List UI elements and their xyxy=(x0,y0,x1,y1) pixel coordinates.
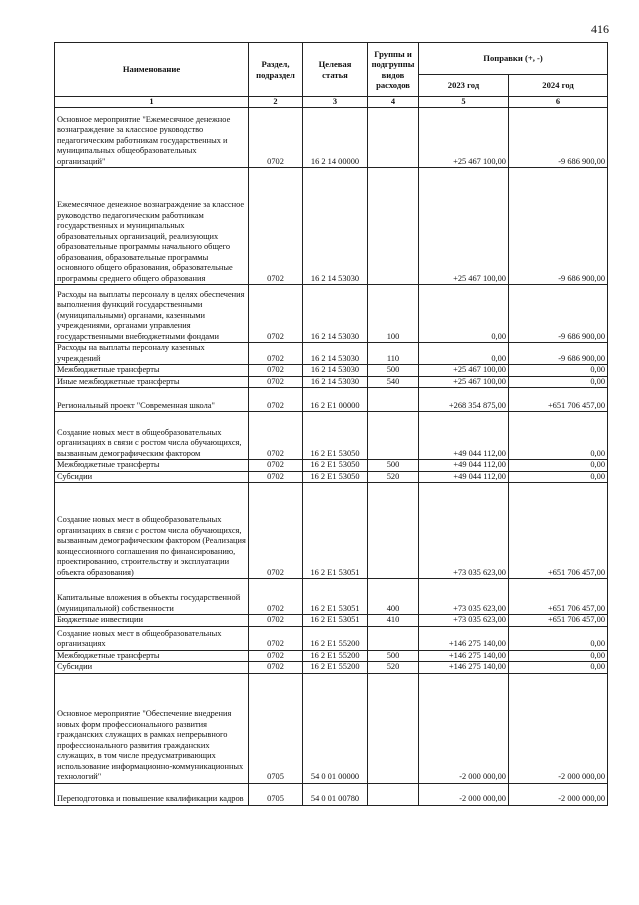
row-name: Межбюджетные трансферты xyxy=(55,460,249,472)
row-section: 0702 xyxy=(249,483,303,579)
row-group xyxy=(368,626,419,650)
row-group: 540 xyxy=(368,376,419,388)
row-amount-2023: +73 035 623,00 xyxy=(419,483,509,579)
row-section: 0702 xyxy=(249,343,303,365)
row-name: Региональный проект "Современная школа" xyxy=(55,388,249,412)
row-target: 16 2 E1 55200 xyxy=(303,650,368,662)
row-group xyxy=(368,168,419,285)
row-section: 0705 xyxy=(249,783,303,805)
row-name: Расходы на выплаты персоналу казенных учреждений xyxy=(55,343,249,365)
row-amount-2023: 0,00 xyxy=(419,285,509,343)
row-section: 0702 xyxy=(249,615,303,627)
row-amount-2023: +25 467 100,00 xyxy=(419,168,509,285)
row-name: Создание новых мест в общеобразовательных организациях в связи с ростом числа обучающихся, вызванным демографическим фактором xyxy=(55,412,249,460)
row-section: 0702 xyxy=(249,285,303,343)
row-amount-2023: +268 354 875,00 xyxy=(419,388,509,412)
page-number: 416 xyxy=(591,22,609,36)
table-row xyxy=(55,388,608,412)
row-target: 16 2 E1 53051 xyxy=(303,579,368,615)
row-section: 0702 xyxy=(249,108,303,168)
row-section: 0702 xyxy=(249,412,303,460)
row-amount-2024: 0,00 xyxy=(509,650,608,662)
row-section: 0702 xyxy=(249,579,303,615)
row-amount-2024: -9 686 900,00 xyxy=(509,108,608,168)
row-group: 520 xyxy=(368,662,419,674)
row-amount-2024: 0,00 xyxy=(509,471,608,483)
row-name: Расходы на выплаты персоналу в целях обеспечения выполнения функций государственными (муниципальными) органами, казенными учреждениями, органами управления государственными внебюджетными фондами xyxy=(55,285,249,343)
table-row xyxy=(55,650,608,662)
header-target: Целевая статья xyxy=(303,43,368,97)
row-target: 54 0 01 00780 xyxy=(303,783,368,805)
row-group xyxy=(368,483,419,579)
row-amount-2023: +146 275 140,00 xyxy=(419,662,509,674)
table-row xyxy=(55,343,608,365)
row-name: Межбюджетные трансферты xyxy=(55,650,249,662)
row-group: 500 xyxy=(368,460,419,472)
row-amount-2024: 0,00 xyxy=(509,626,608,650)
row-section: 0702 xyxy=(249,168,303,285)
row-target: 16 2 E1 53050 xyxy=(303,471,368,483)
row-name: Основное мероприятие "Ежемесячное денежное вознаграждение за классное руководство педагогическим работникам государственных и муниципальных общеобразовательных организаций" xyxy=(55,108,249,168)
row-amount-2024: 0,00 xyxy=(509,460,608,472)
row-amount-2024: 0,00 xyxy=(509,365,608,377)
row-group: 100 xyxy=(368,285,419,343)
row-target: 16 2 E1 55200 xyxy=(303,626,368,650)
header-year-2023: 2023 год xyxy=(419,75,509,97)
row-group xyxy=(368,673,419,783)
column-number: 1 xyxy=(55,97,249,108)
row-group: 110 xyxy=(368,343,419,365)
row-target: 16 2 14 53030 xyxy=(303,376,368,388)
row-amount-2024: +651 706 457,00 xyxy=(509,388,608,412)
row-group: 400 xyxy=(368,579,419,615)
table-row xyxy=(55,783,608,805)
row-target: 16 2 E1 55200 xyxy=(303,662,368,674)
row-group: 410 xyxy=(368,615,419,627)
row-target: 54 0 01 00000 xyxy=(303,673,368,783)
row-amount-2024: 0,00 xyxy=(509,412,608,460)
column-number: 4 xyxy=(368,97,419,108)
row-name: Межбюджетные трансферты xyxy=(55,365,249,377)
row-name: Бюджетные инвестиции xyxy=(55,615,249,627)
header-year-2024: 2024 год xyxy=(509,75,608,97)
row-amount-2023: +25 467 100,00 xyxy=(419,108,509,168)
row-section: 0702 xyxy=(249,376,303,388)
table-row xyxy=(55,626,608,650)
row-section: 0705 xyxy=(249,673,303,783)
row-name: Ежемесячное денежное вознаграждение за классное руководство педагогическим работникам государственных и муниципальных образовательных организаций, реализующих образовательные программы начального общего образования, образовательные программы основного общего образования, образовательные программы среднего общего образования xyxy=(55,168,249,285)
row-name: Основное мероприятие "Обеспечение внедрения новых форм профессионального развития гражданских служащих в рамках непрерывного профессионального развития гражданских служащих, в том числе предусматривающих использование информационно-коммуникационных технологий" xyxy=(55,673,249,783)
row-amount-2024: 0,00 xyxy=(509,662,608,674)
row-name: Субсидии xyxy=(55,662,249,674)
row-amount-2023: +25 467 100,00 xyxy=(419,365,509,377)
row-target: 16 2 14 53030 xyxy=(303,343,368,365)
row-amount-2024: +651 706 457,00 xyxy=(509,579,608,615)
row-amount-2024: -2 000 000,00 xyxy=(509,783,608,805)
row-section: 0702 xyxy=(249,662,303,674)
header-groups: Группы и подгруппы видов расходов xyxy=(368,43,419,97)
row-target: 16 2 E1 00000 xyxy=(303,388,368,412)
row-group xyxy=(368,783,419,805)
table-row xyxy=(55,285,608,343)
row-amount-2024: -2 000 000,00 xyxy=(509,673,608,783)
table-row xyxy=(55,673,608,783)
row-section: 0702 xyxy=(249,365,303,377)
header-name: Наименование xyxy=(55,43,249,97)
row-target: 16 2 E1 53051 xyxy=(303,483,368,579)
row-group: 500 xyxy=(368,650,419,662)
row-group: 520 xyxy=(368,471,419,483)
table-row xyxy=(55,365,608,377)
header-section: Раздел, подраздел xyxy=(249,43,303,97)
row-amount-2023: -2 000 000,00 xyxy=(419,783,509,805)
row-section: 0702 xyxy=(249,388,303,412)
table-row xyxy=(55,662,608,674)
table-row xyxy=(55,615,608,627)
row-amount-2024: -9 686 900,00 xyxy=(509,168,608,285)
row-name: Создание новых мест в общеобразовательных организациях xyxy=(55,626,249,650)
row-name: Субсидии xyxy=(55,471,249,483)
row-amount-2024: -9 686 900,00 xyxy=(509,285,608,343)
table-row xyxy=(55,412,608,460)
row-name: Переподготовка и повышение квалификации кадров xyxy=(55,783,249,805)
row-section: 0702 xyxy=(249,471,303,483)
row-name: Иные межбюджетные трансферты xyxy=(55,376,249,388)
row-amount-2023: +146 275 140,00 xyxy=(419,650,509,662)
row-amount-2024: +651 706 457,00 xyxy=(509,483,608,579)
row-target: 16 2 E1 53050 xyxy=(303,460,368,472)
table-body xyxy=(55,108,608,806)
row-group xyxy=(368,412,419,460)
row-amount-2024: 0,00 xyxy=(509,376,608,388)
column-number: 2 xyxy=(249,97,303,108)
row-amount-2023: +49 044 112,00 xyxy=(419,471,509,483)
table-row xyxy=(55,471,608,483)
row-group xyxy=(368,108,419,168)
row-amount-2024: +651 706 457,00 xyxy=(509,615,608,627)
row-amount-2024: -9 686 900,00 xyxy=(509,343,608,365)
table-row xyxy=(55,168,608,285)
row-amount-2023: +49 044 112,00 xyxy=(419,460,509,472)
amendments-table xyxy=(54,42,608,806)
header-amendments: Поправки (+, -) xyxy=(419,43,608,75)
row-amount-2023: -2 000 000,00 xyxy=(419,673,509,783)
table-row xyxy=(55,108,608,168)
row-amount-2023: +49 044 112,00 xyxy=(419,412,509,460)
column-number: 5 xyxy=(419,97,509,108)
row-amount-2023: +146 275 140,00 xyxy=(419,626,509,650)
row-target: 16 2 14 00000 xyxy=(303,108,368,168)
column-number: 3 xyxy=(303,97,368,108)
table-row xyxy=(55,579,608,615)
row-amount-2023: +73 035 623,00 xyxy=(419,579,509,615)
row-group: 500 xyxy=(368,365,419,377)
row-amount-2023: +25 467 100,00 xyxy=(419,376,509,388)
table-row xyxy=(55,483,608,579)
column-number: 6 xyxy=(509,97,608,108)
row-amount-2023: 0,00 xyxy=(419,343,509,365)
row-name: Капитальные вложения в объекты государственной (муниципальной) собственности xyxy=(55,579,249,615)
row-amount-2023: +73 035 623,00 xyxy=(419,615,509,627)
row-target: 16 2 E1 53050 xyxy=(303,412,368,460)
row-target: 16 2 14 53030 xyxy=(303,285,368,343)
table-row xyxy=(55,376,608,388)
row-section: 0702 xyxy=(249,650,303,662)
row-section: 0702 xyxy=(249,460,303,472)
row-target: 16 2 E1 53051 xyxy=(303,615,368,627)
row-name: Создание новых мест в общеобразовательных организациях в связи с ростом числа обучающихся, вызванным демографическим фактором (Реализация концессионного соглашения по финансированию, проектированию, строительству и эксплуатации объекта образования) xyxy=(55,483,249,579)
row-target: 16 2 14 53030 xyxy=(303,365,368,377)
row-group xyxy=(368,388,419,412)
row-target: 16 2 14 53030 xyxy=(303,168,368,285)
table-row xyxy=(55,460,608,472)
row-section: 0702 xyxy=(249,626,303,650)
